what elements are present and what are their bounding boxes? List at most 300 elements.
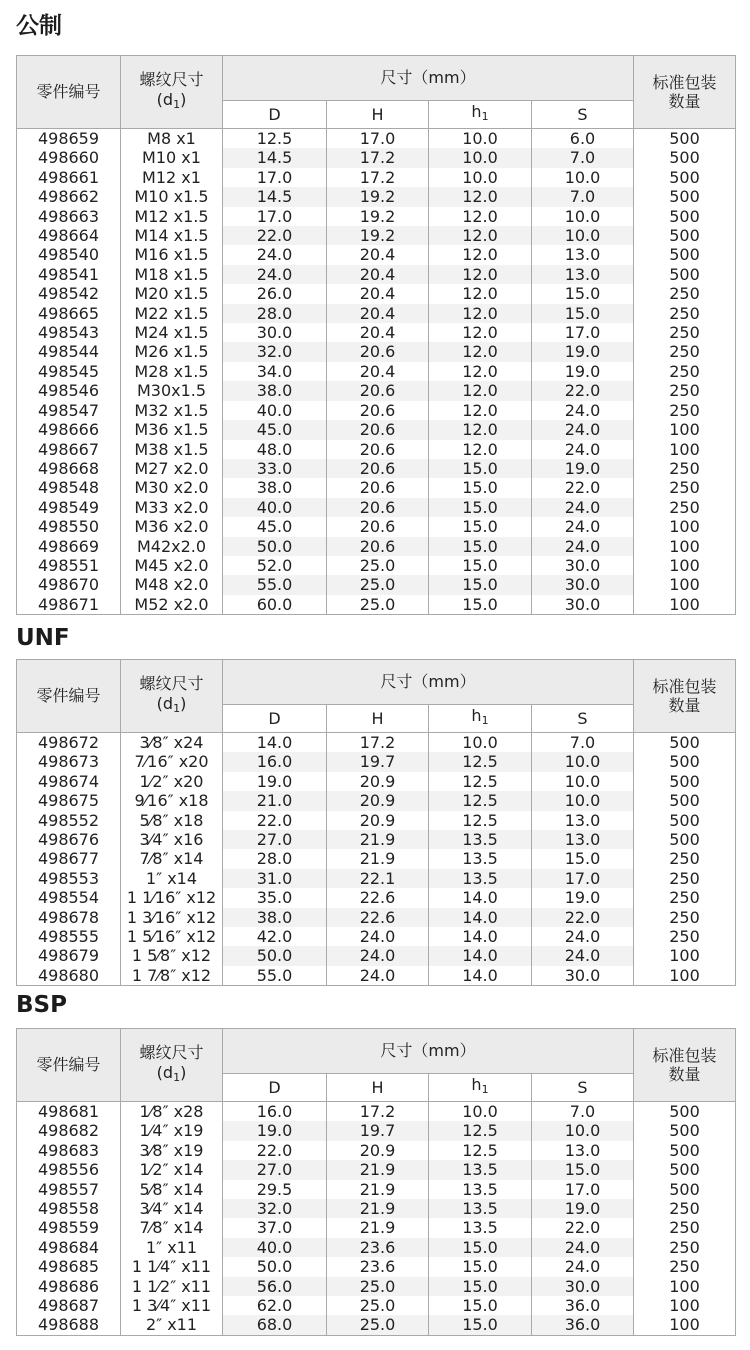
cell-quantity: 100	[634, 1296, 736, 1315]
cell-h1: 13.5	[429, 1218, 532, 1237]
cell-quantity: 250	[634, 323, 736, 342]
cell-D: 35.0	[223, 888, 327, 907]
cell-h1: 13.5	[429, 830, 532, 849]
table-row	[17, 284, 736, 303]
cell-part-no: 498669	[17, 537, 121, 556]
cell-part-no: 498680	[17, 966, 121, 986]
cell-S: 24.0	[532, 440, 634, 459]
cell-h1: 10.0	[429, 168, 532, 187]
cell-S: 10.0	[532, 791, 634, 810]
cell-part-no: 498683	[17, 1141, 121, 1160]
table-row	[17, 129, 736, 149]
cell-part-no: 498673	[17, 752, 121, 771]
cell-H: 20.6	[327, 401, 429, 420]
table-row	[17, 1121, 736, 1140]
cell-quantity: 250	[634, 1257, 736, 1276]
cell-H: 21.9	[327, 849, 429, 868]
cell-thread-size: M8 x1	[121, 129, 223, 149]
cell-h1: 15.0	[429, 575, 532, 594]
cell-part-no: 498685	[17, 1257, 121, 1276]
cell-part-no: 498667	[17, 440, 121, 459]
cell-h1: 15.0	[429, 595, 532, 615]
cell-H: 25.0	[327, 1296, 429, 1315]
cell-part-no: 498559	[17, 1218, 121, 1237]
cell-S: 19.0	[532, 342, 634, 361]
cell-part-no: 498679	[17, 946, 121, 965]
header-S: S	[532, 101, 634, 129]
table-row	[17, 811, 736, 830]
cell-quantity: 100	[634, 537, 736, 556]
table-row	[17, 401, 736, 420]
cell-thread-size: 3⁄8″ x24	[121, 733, 223, 753]
cell-D: 45.0	[223, 420, 327, 439]
cell-H: 24.0	[327, 946, 429, 965]
cell-H: 19.2	[327, 207, 429, 226]
cell-thread-size: 5⁄8″ x14	[121, 1180, 223, 1199]
cell-part-no: 498684	[17, 1238, 121, 1257]
cell-S: 10.0	[532, 226, 634, 245]
cell-part-no: 498670	[17, 575, 121, 594]
cell-D: 22.0	[223, 226, 327, 245]
header-D: D	[223, 1074, 327, 1102]
cell-H: 20.9	[327, 791, 429, 810]
cell-S: 13.0	[532, 245, 634, 264]
cell-S: 7.0	[532, 1102, 634, 1122]
cell-H: 25.0	[327, 595, 429, 615]
cell-h1: 12.0	[429, 245, 532, 264]
cell-thread-size: 1 1⁄4″ x11	[121, 1257, 223, 1276]
cell-D: 14.5	[223, 148, 327, 167]
table-row	[17, 148, 736, 167]
cell-quantity: 250	[634, 869, 736, 888]
cell-quantity: 100	[634, 575, 736, 594]
cell-thread-size: M38 x1.5	[121, 440, 223, 459]
cell-h1: 15.0	[429, 1257, 532, 1276]
cell-S: 30.0	[532, 556, 634, 575]
cell-H: 21.9	[327, 1218, 429, 1237]
table-row	[17, 537, 736, 556]
table-row	[17, 517, 736, 536]
cell-h1: 12.5	[429, 791, 532, 810]
cell-part-no: 498557	[17, 1180, 121, 1199]
cell-H: 19.7	[327, 1121, 429, 1140]
cell-part-no: 498558	[17, 1199, 121, 1218]
cell-quantity: 250	[634, 401, 736, 420]
cell-S: 30.0	[532, 966, 634, 986]
cell-part-no: 498676	[17, 830, 121, 849]
cell-quantity: 250	[634, 927, 736, 946]
cell-S: 13.0	[532, 830, 634, 849]
cell-H: 23.6	[327, 1238, 429, 1257]
cell-thread-size: 1 5⁄8″ x12	[121, 946, 223, 965]
cell-D: 22.0	[223, 811, 327, 830]
cell-quantity: 500	[634, 830, 736, 849]
cell-H: 22.6	[327, 908, 429, 927]
cell-h1: 15.0	[429, 1296, 532, 1315]
cell-thread-size: M22 x1.5	[121, 304, 223, 323]
cell-h1: 15.0	[429, 1315, 532, 1335]
cell-quantity: 250	[634, 498, 736, 517]
table-row	[17, 927, 736, 946]
cell-thread-size: M24 x1.5	[121, 323, 223, 342]
cell-part-no: 498552	[17, 811, 121, 830]
cell-S: 10.0	[532, 168, 634, 187]
header-dimensions: 尺寸（mm）	[223, 1029, 634, 1074]
header-h1: h1	[429, 705, 532, 733]
section-title: UNF	[16, 625, 70, 651]
cell-thread-size: M26 x1.5	[121, 342, 223, 361]
cell-quantity: 500	[634, 733, 736, 753]
cell-quantity: 500	[634, 1102, 736, 1122]
header-H: H	[327, 705, 429, 733]
cell-part-no: 498662	[17, 187, 121, 206]
cell-h1: 13.5	[429, 869, 532, 888]
cell-S: 24.0	[532, 498, 634, 517]
table-row	[17, 440, 736, 459]
cell-S: 15.0	[532, 849, 634, 868]
header-quantity: 标准包装数量	[634, 56, 736, 129]
cell-part-no: 498661	[17, 168, 121, 187]
table-row	[17, 888, 736, 907]
cell-D: 32.0	[223, 1199, 327, 1218]
cell-S: 24.0	[532, 517, 634, 536]
cell-H: 20.6	[327, 420, 429, 439]
cell-D: 27.0	[223, 830, 327, 849]
cell-thread-size: M36 x2.0	[121, 517, 223, 536]
cell-quantity: 100	[634, 1277, 736, 1296]
cell-part-no: 498677	[17, 849, 121, 868]
cell-part-no: 498674	[17, 772, 121, 791]
cell-S: 24.0	[532, 420, 634, 439]
cell-h1: 12.0	[429, 187, 532, 206]
cell-part-no: 498551	[17, 556, 121, 575]
cell-h1: 12.0	[429, 440, 532, 459]
cell-D: 50.0	[223, 946, 327, 965]
cell-D: 19.0	[223, 1121, 327, 1140]
cell-quantity: 500	[634, 1180, 736, 1199]
cell-thread-size: 3⁄8″ x19	[121, 1141, 223, 1160]
cell-quantity: 500	[634, 791, 736, 810]
cell-S: 24.0	[532, 537, 634, 556]
header-S: S	[532, 705, 634, 733]
cell-h1: 12.0	[429, 401, 532, 420]
cell-h1: 12.5	[429, 811, 532, 830]
cell-D: 19.0	[223, 772, 327, 791]
cell-quantity: 250	[634, 1238, 736, 1257]
header-dimensions: 尺寸（mm）	[223, 660, 634, 705]
cell-D: 26.0	[223, 284, 327, 303]
cell-D: 22.0	[223, 1141, 327, 1160]
table-body	[17, 1102, 736, 1336]
table-row	[17, 1277, 736, 1296]
cell-part-no: 498544	[17, 342, 121, 361]
cell-part-no: 498555	[17, 927, 121, 946]
table-body	[17, 733, 736, 986]
cell-quantity: 250	[634, 849, 736, 868]
cell-h1: 12.5	[429, 752, 532, 771]
cell-h1: 14.0	[429, 966, 532, 986]
header-h1: h1	[429, 101, 532, 129]
cell-S: 19.0	[532, 459, 634, 478]
cell-S: 17.0	[532, 323, 634, 342]
cell-thread-size: 1⁄2″ x14	[121, 1160, 223, 1179]
cell-S: 7.0	[532, 187, 634, 206]
cell-quantity: 500	[634, 148, 736, 167]
cell-S: 10.0	[532, 752, 634, 771]
cell-S: 30.0	[532, 595, 634, 615]
cell-h1: 12.5	[429, 1121, 532, 1140]
table-row	[17, 304, 736, 323]
cell-h1: 12.0	[429, 226, 532, 245]
cell-S: 24.0	[532, 927, 634, 946]
table-row	[17, 1315, 736, 1335]
cell-H: 20.4	[327, 323, 429, 342]
cell-D: 37.0	[223, 1218, 327, 1237]
cell-thread-size: M30x1.5	[121, 381, 223, 400]
cell-quantity: 500	[634, 207, 736, 226]
cell-thread-size: 7⁄16″ x20	[121, 752, 223, 771]
cell-H: 17.2	[327, 1102, 429, 1122]
table-row	[17, 791, 736, 810]
cell-S: 36.0	[532, 1315, 634, 1335]
table-row	[17, 187, 736, 206]
cell-thread-size: M33 x2.0	[121, 498, 223, 517]
cell-h1: 12.0	[429, 420, 532, 439]
table-row	[17, 1238, 736, 1257]
cell-thread-size: M16 x1.5	[121, 245, 223, 264]
cell-h1: 15.0	[429, 556, 532, 575]
header-part-no: 零件编号	[17, 660, 121, 733]
cell-H: 21.9	[327, 1199, 429, 1218]
cell-S: 13.0	[532, 265, 634, 284]
cell-D: 55.0	[223, 575, 327, 594]
cell-quantity: 100	[634, 440, 736, 459]
cell-quantity: 100	[634, 556, 736, 575]
header-S: S	[532, 1074, 634, 1102]
cell-thread-size: 1⁄8″ x28	[121, 1102, 223, 1122]
cell-part-no: 498686	[17, 1277, 121, 1296]
cell-thread-size: 5⁄8″ x18	[121, 811, 223, 830]
cell-thread-size: M30 x2.0	[121, 478, 223, 497]
header-thread-size: 螺纹尺寸 (d1)	[121, 1029, 223, 1102]
cell-D: 27.0	[223, 1160, 327, 1179]
cell-part-no: 498554	[17, 888, 121, 907]
cell-quantity: 500	[634, 129, 736, 149]
cell-h1: 13.5	[429, 1160, 532, 1179]
table-row	[17, 226, 736, 245]
header-D: D	[223, 705, 327, 733]
cell-S: 15.0	[532, 284, 634, 303]
cell-D: 24.0	[223, 245, 327, 264]
cell-thread-size: 1 1⁄16″ x12	[121, 888, 223, 907]
cell-H: 17.0	[327, 129, 429, 149]
cell-h1: 10.0	[429, 1102, 532, 1122]
cell-H: 22.1	[327, 869, 429, 888]
cell-S: 19.0	[532, 1199, 634, 1218]
cell-S: 30.0	[532, 1277, 634, 1296]
spec-table	[16, 1028, 736, 1336]
cell-S: 24.0	[532, 1257, 634, 1276]
cell-thread-size: 7⁄8″ x14	[121, 1218, 223, 1237]
cell-h1: 12.0	[429, 304, 532, 323]
cell-H: 20.4	[327, 362, 429, 381]
cell-H: 20.9	[327, 772, 429, 791]
cell-H: 17.2	[327, 733, 429, 753]
cell-quantity: 500	[634, 1121, 736, 1140]
cell-D: 38.0	[223, 381, 327, 400]
table-row	[17, 772, 736, 791]
cell-quantity: 250	[634, 362, 736, 381]
cell-quantity: 500	[634, 187, 736, 206]
cell-D: 68.0	[223, 1315, 327, 1335]
cell-part-no: 498687	[17, 1296, 121, 1315]
cell-H: 25.0	[327, 556, 429, 575]
cell-h1: 14.0	[429, 927, 532, 946]
cell-part-no: 498663	[17, 207, 121, 226]
table-row	[17, 1296, 736, 1315]
cell-H: 25.0	[327, 1277, 429, 1296]
cell-S: 13.0	[532, 1141, 634, 1160]
cell-part-no: 498682	[17, 1121, 121, 1140]
header-D: D	[223, 101, 327, 129]
cell-thread-size: 2″ x11	[121, 1315, 223, 1335]
cell-thread-size: M12 x1.5	[121, 207, 223, 226]
cell-thread-size: 1 3⁄4″ x11	[121, 1296, 223, 1315]
cell-thread-size: M32 x1.5	[121, 401, 223, 420]
cell-D: 48.0	[223, 440, 327, 459]
cell-thread-size: M14 x1.5	[121, 226, 223, 245]
cell-H: 21.9	[327, 1160, 429, 1179]
cell-quantity: 500	[634, 265, 736, 284]
cell-h1: 15.0	[429, 517, 532, 536]
table-row	[17, 1257, 736, 1276]
cell-part-no: 498660	[17, 148, 121, 167]
cell-D: 34.0	[223, 362, 327, 381]
cell-thread-size: M28 x1.5	[121, 362, 223, 381]
cell-part-no: 498548	[17, 478, 121, 497]
cell-D: 38.0	[223, 908, 327, 927]
cell-quantity: 100	[634, 420, 736, 439]
cell-h1: 12.0	[429, 284, 532, 303]
cell-H: 25.0	[327, 1315, 429, 1335]
cell-H: 19.2	[327, 187, 429, 206]
cell-H: 20.9	[327, 811, 429, 830]
cell-H: 20.6	[327, 342, 429, 361]
cell-S: 17.0	[532, 869, 634, 888]
cell-thread-size: 1″ x14	[121, 869, 223, 888]
cell-h1: 13.5	[429, 849, 532, 868]
spec-table	[16, 55, 736, 615]
table-row	[17, 459, 736, 478]
cell-h1: 14.0	[429, 908, 532, 927]
header-part-no: 零件编号	[17, 56, 121, 129]
cell-D: 40.0	[223, 1238, 327, 1257]
table-row	[17, 265, 736, 284]
cell-H: 21.9	[327, 830, 429, 849]
table-row	[17, 498, 736, 517]
cell-h1: 14.0	[429, 888, 532, 907]
header-quantity: 标准包装数量	[634, 660, 736, 733]
cell-part-no: 498541	[17, 265, 121, 284]
table-row	[17, 946, 736, 965]
section-title: BSP	[16, 992, 67, 1018]
cell-h1: 12.0	[429, 265, 532, 284]
table-row	[17, 245, 736, 264]
header-thread-size: 螺纹尺寸 (d1)	[121, 56, 223, 129]
table-row	[17, 362, 736, 381]
cell-S: 10.0	[532, 1121, 634, 1140]
table-row	[17, 381, 736, 400]
table-row	[17, 323, 736, 342]
cell-h1: 13.5	[429, 1199, 532, 1218]
cell-thread-size: M45 x2.0	[121, 556, 223, 575]
cell-quantity: 500	[634, 752, 736, 771]
cell-part-no: 498664	[17, 226, 121, 245]
table-row	[17, 342, 736, 361]
cell-h1: 15.0	[429, 459, 532, 478]
cell-h1: 10.0	[429, 148, 532, 167]
cell-thread-size: 1″ x11	[121, 1238, 223, 1257]
cell-D: 21.0	[223, 791, 327, 810]
cell-H: 17.2	[327, 168, 429, 187]
cell-D: 52.0	[223, 556, 327, 575]
cell-S: 17.0	[532, 1180, 634, 1199]
cell-S: 13.0	[532, 811, 634, 830]
cell-part-no: 498688	[17, 1315, 121, 1335]
cell-part-no: 498681	[17, 1102, 121, 1122]
cell-D: 28.0	[223, 304, 327, 323]
cell-H: 22.6	[327, 888, 429, 907]
cell-D: 40.0	[223, 498, 327, 517]
cell-part-no: 498550	[17, 517, 121, 536]
cell-quantity: 250	[634, 888, 736, 907]
cell-S: 24.0	[532, 401, 634, 420]
cell-S: 19.0	[532, 888, 634, 907]
cell-quantity: 250	[634, 304, 736, 323]
cell-part-no: 498545	[17, 362, 121, 381]
cell-thread-size: 1⁄4″ x19	[121, 1121, 223, 1140]
cell-H: 20.6	[327, 440, 429, 459]
cell-S: 22.0	[532, 1218, 634, 1237]
cell-thread-size: M48 x2.0	[121, 575, 223, 594]
cell-quantity: 100	[634, 595, 736, 615]
cell-h1: 15.0	[429, 1238, 532, 1257]
cell-D: 31.0	[223, 869, 327, 888]
header-part-no: 零件编号	[17, 1029, 121, 1102]
cell-D: 33.0	[223, 459, 327, 478]
cell-quantity: 500	[634, 1160, 736, 1179]
cell-thread-size: 1 5⁄16″ x12	[121, 927, 223, 946]
table-row	[17, 869, 736, 888]
header-H: H	[327, 101, 429, 129]
cell-S: 30.0	[532, 575, 634, 594]
table-row	[17, 1160, 736, 1179]
header-dimensions: 尺寸（mm）	[223, 56, 634, 101]
cell-quantity: 250	[634, 284, 736, 303]
cell-D: 29.5	[223, 1180, 327, 1199]
header-H: H	[327, 1074, 429, 1102]
cell-H: 20.4	[327, 304, 429, 323]
cell-H: 24.0	[327, 966, 429, 986]
cell-h1: 12.5	[429, 1141, 532, 1160]
cell-S: 15.0	[532, 304, 634, 323]
cell-thread-size: 1 7⁄8″ x12	[121, 966, 223, 986]
cell-H: 17.2	[327, 148, 429, 167]
cell-quantity: 250	[634, 478, 736, 497]
cell-thread-size: 3⁄4″ x16	[121, 830, 223, 849]
cell-quantity: 100	[634, 517, 736, 536]
cell-thread-size: 1 1⁄2″ x11	[121, 1277, 223, 1296]
